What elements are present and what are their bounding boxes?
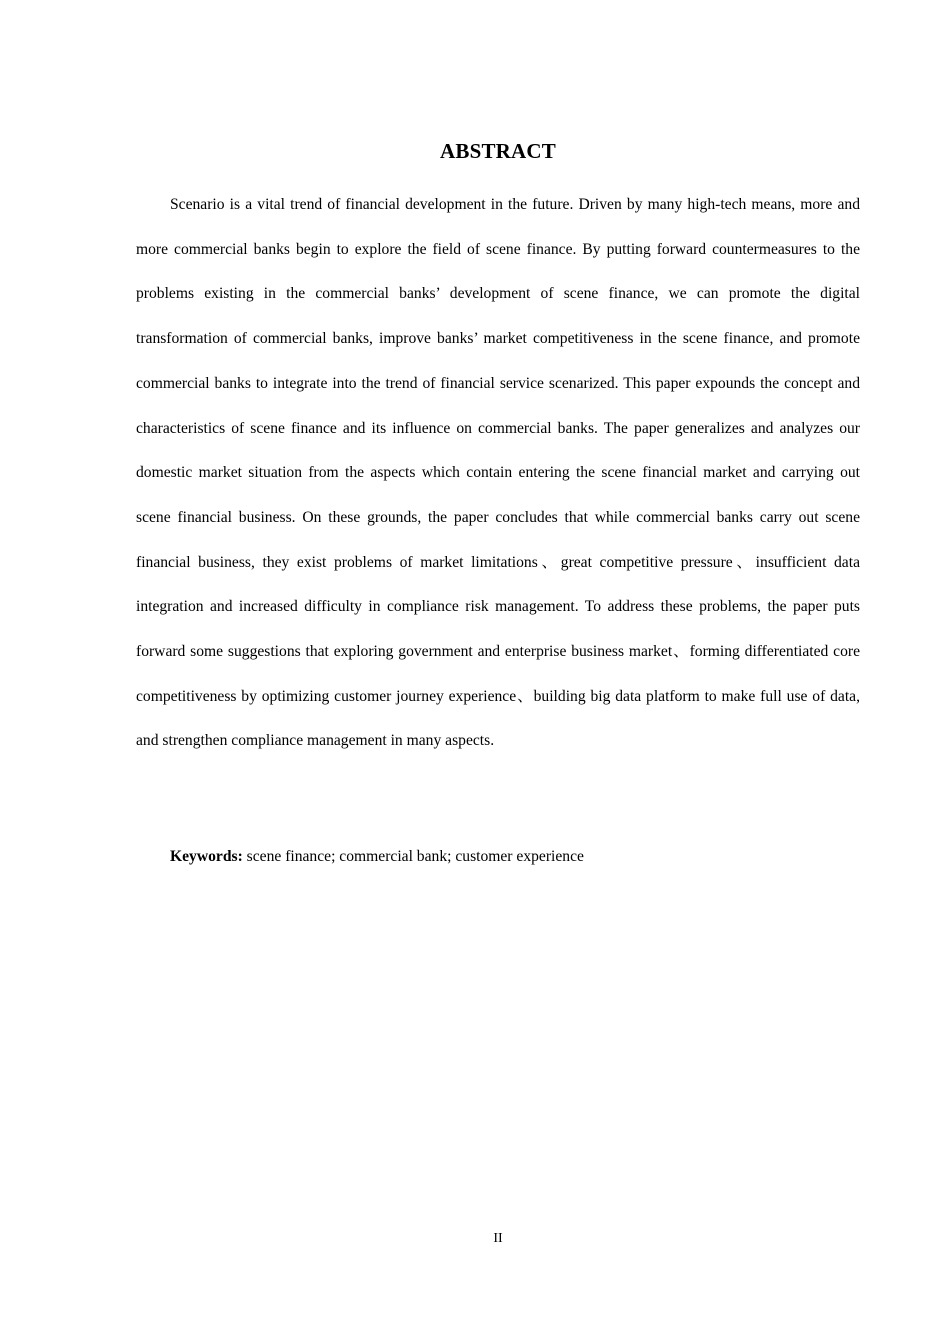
keywords-text: scene finance; commercial bank; customer experience (242, 848, 584, 865)
keywords-line (170, 842, 860, 872)
abstract-body: Scenario is a vital trend of financial development in the future. Driven by many high-tech means, more and more commercial banks begin to explore the field of scene finance. By putting forward countermeasures to the problems existing in the commercial banks’ development of scene finance, we can promote the digital transformation of commercial banks, improve banks’ market competitiveness in the scene finance, and promote commercial banks to integrate into the trend of financial service scenarized. This paper expounds the concept and characteristics of scene finance and its influence on commercial banks. The paper generalizes and analyzes our domestic market situation from the aspects which contain entering the scene financial market and carrying out scene financial business. On these grounds, the paper concludes that while commercial banks carry out scene financial business, they exist problems of market limitations、great competitive pressure、insufficient data integration and increased difficulty in compliance risk management. To address these problems, the paper puts forward some suggestions that exploring government and enterprise business market、forming differentiated core competitiveness by optimizing customer journey experience、building big data platform to make full use of data, and strengthen compliance management in many aspects. (136, 196, 860, 750)
abstract-title: ABSTRACT (440, 139, 556, 164)
keywords-label: Keywords: (170, 848, 243, 865)
page-number: II (493, 1231, 503, 1246)
